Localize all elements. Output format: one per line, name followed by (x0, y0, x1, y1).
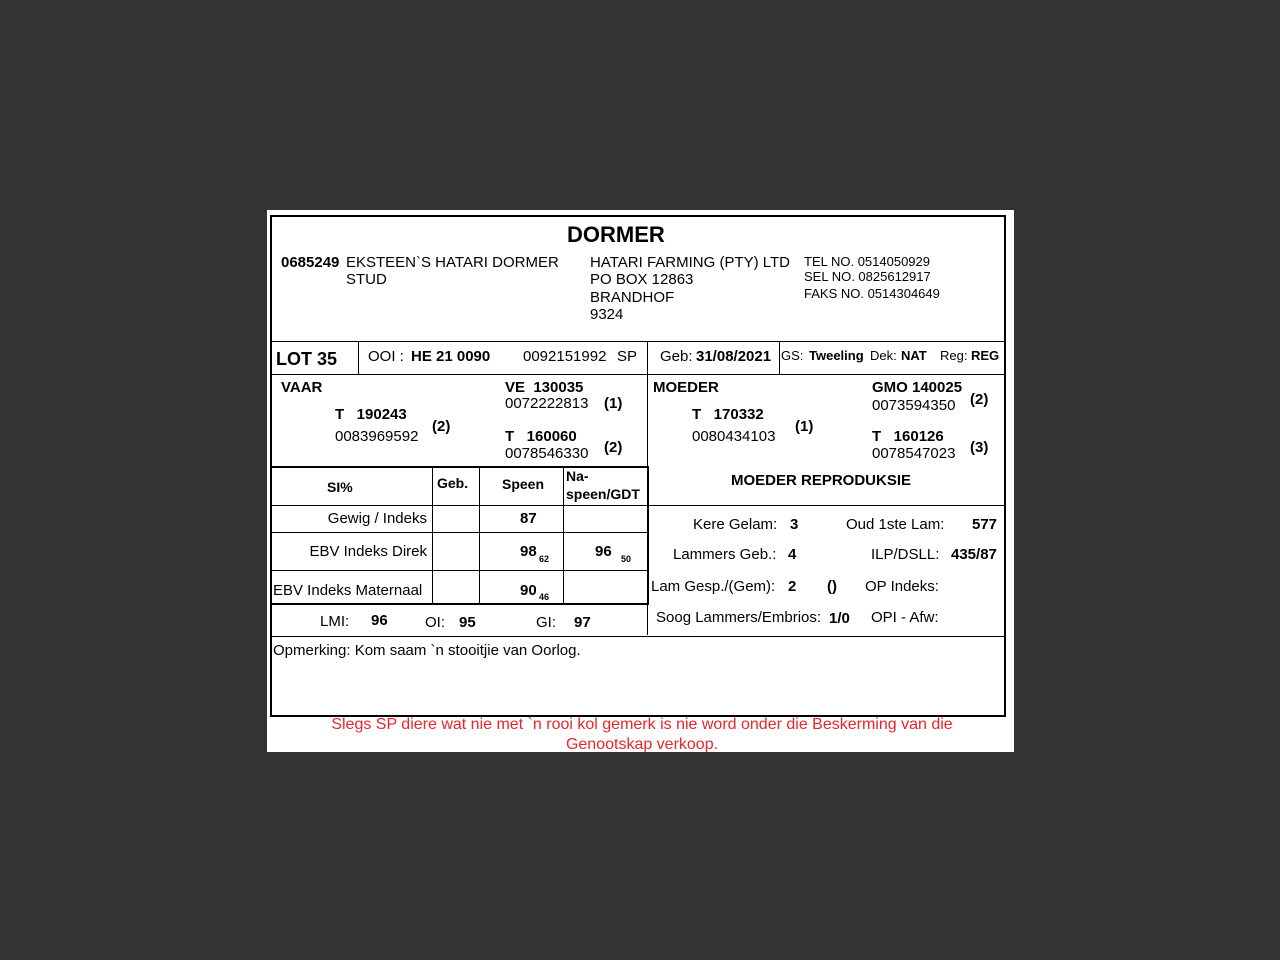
row-label: EBV Indeks Maternaal (273, 582, 423, 599)
sale-catalogue-card (267, 210, 1014, 752)
animal-sp: SP (617, 348, 638, 365)
ooi-id: HE 21 0090 (411, 348, 491, 365)
lammers-value: 4 (788, 546, 797, 563)
ilp-value: 435/87 (951, 546, 997, 563)
stud-name-line1: EKSTEEN`S HATARI DORMER (346, 254, 559, 271)
animal-reg-number: 0092151992 (523, 348, 607, 365)
reg-value: REG (971, 348, 1000, 363)
lam-gem-value: () (827, 578, 837, 595)
oud-label: Oud 1ste Lam: (846, 516, 945, 533)
rule-index-row1 (271, 532, 648, 533)
sire-sire-id: VE 130035 (505, 379, 584, 396)
speen-sub-value: 46 (539, 592, 550, 602)
na-speen-sub-value: 50 (621, 554, 632, 564)
oi-value: 95 (459, 614, 476, 631)
kere-label: Kere Gelam: (693, 516, 778, 533)
rule-lot (358, 341, 359, 374)
gs-label: GS: (781, 348, 804, 363)
ilp-label: ILP/DSLL: (871, 546, 940, 563)
rule-col-speen (479, 468, 480, 604)
sire-dam-id: T 160060 (505, 428, 577, 445)
si-header: SI% (327, 479, 353, 495)
na-speen-header-line2: speen/GDT (566, 486, 640, 502)
breeder-number: 0685249 (281, 254, 340, 271)
gi-label: GI: (536, 614, 557, 631)
gi-value: 97 (574, 614, 591, 631)
sire-reg-number: 0083969592 (335, 428, 419, 445)
dam-reg-number: 0080434103 (692, 428, 776, 445)
rule-geb (779, 341, 780, 374)
dam-dam-count: (3) (970, 439, 989, 456)
row-label: Gewig / Indeks (327, 510, 427, 527)
na-speen-value: 96 (595, 543, 612, 560)
oi-label: OI: (425, 614, 446, 631)
company-name: HATARI FARMING (PTY) LTD (590, 254, 791, 271)
lot-number: LOT 35 (276, 349, 338, 369)
sire-id: T 190243 (335, 406, 407, 423)
gs-value: Tweeling (809, 348, 864, 363)
kere-value: 3 (790, 516, 799, 533)
moeder-label: MOEDER (653, 379, 719, 396)
address-line2: BRANDHOF (590, 289, 675, 306)
rule-col-geb (432, 468, 433, 604)
na-speen-header-line1: Na- (566, 468, 589, 484)
dam-sire-reg-number: 0073594350 (872, 397, 956, 414)
geb-header: Geb. (437, 475, 469, 491)
lmi-label: LMI: (320, 613, 350, 630)
dam-sire-count: (2) (970, 391, 989, 408)
protection-footnote: Slegs SP diere wat nie met `n rooi kol gemerk is nie word onder die Beskerming van die Genootskap verkoop. (331, 716, 953, 753)
vaar-label: VAAR (281, 379, 323, 396)
dam-sire-id: GMO 140025 (872, 379, 963, 396)
rule-index-header (271, 505, 648, 506)
row-label: EBV Indeks Direk (309, 543, 427, 560)
soog-label: Soog Lammers/Embrios: (656, 609, 822, 626)
reg-label: Reg: (940, 348, 968, 363)
dek-value: NAT (901, 348, 927, 363)
speen-value: 90 (520, 582, 537, 599)
lammers-label: Lammers Geb.: (673, 546, 777, 563)
dam-dam-reg-number: 0078547023 (872, 445, 956, 462)
sire-sire-count: (1) (604, 395, 623, 412)
oud-value: 577 (972, 516, 998, 533)
birth-date: 31/08/2021 (696, 348, 772, 365)
op-label: OP Indeks: (865, 578, 939, 595)
sire-sire-reg-number: 0072222813 (505, 395, 589, 412)
address-postcode: 9324 (590, 306, 624, 323)
tel-number: TEL NO. 0514050929 (804, 254, 930, 269)
speen-sub-value: 62 (539, 554, 550, 564)
faks-number: FAKS NO. 0514304649 (804, 286, 940, 301)
sire-count: (2) (432, 418, 451, 435)
birth-label: Geb: (660, 348, 693, 365)
sire-dam-count: (2) (604, 439, 623, 456)
lam-label: Lam Gesp./(Gem): (651, 578, 776, 595)
opi-label: OPI - Afw: (871, 609, 939, 626)
dek-label: Dek: (870, 348, 897, 363)
dam-dam-id: T 160126 (872, 428, 944, 445)
lmi-value: 96 (371, 612, 388, 629)
soog-value: 1/0 (829, 610, 850, 627)
dam-count: (1) (795, 418, 814, 435)
speen-value: 87 (520, 510, 537, 527)
stud-name-line2: STUD (346, 271, 387, 288)
rule-remark-top (271, 636, 1004, 637)
rule-repro-title (648, 505, 1004, 506)
rule-info-bottom (271, 374, 1004, 375)
speen-header: Speen (502, 476, 545, 492)
sire-dam-reg-number: 0078546330 (505, 445, 589, 462)
repro-title: MOEDER REPRODUKSIE (731, 472, 912, 489)
rule-index-row2 (271, 570, 648, 571)
speen-value: 98 (520, 543, 537, 560)
remark-text: Opmerking: Kom saam `n stooitjie van Oorlog. (273, 642, 581, 659)
address-line1: PO BOX 12863 (590, 271, 694, 288)
breed-title: DORMER (567, 222, 665, 247)
lam-value: 2 (788, 578, 797, 595)
ooi-label: OOI : (368, 348, 404, 365)
dam-id: T 170332 (692, 406, 764, 423)
rule-col-na (563, 468, 564, 604)
sel-number: SEL NO. 0825612917 (804, 269, 931, 284)
rule-header-bottom (271, 341, 1004, 342)
